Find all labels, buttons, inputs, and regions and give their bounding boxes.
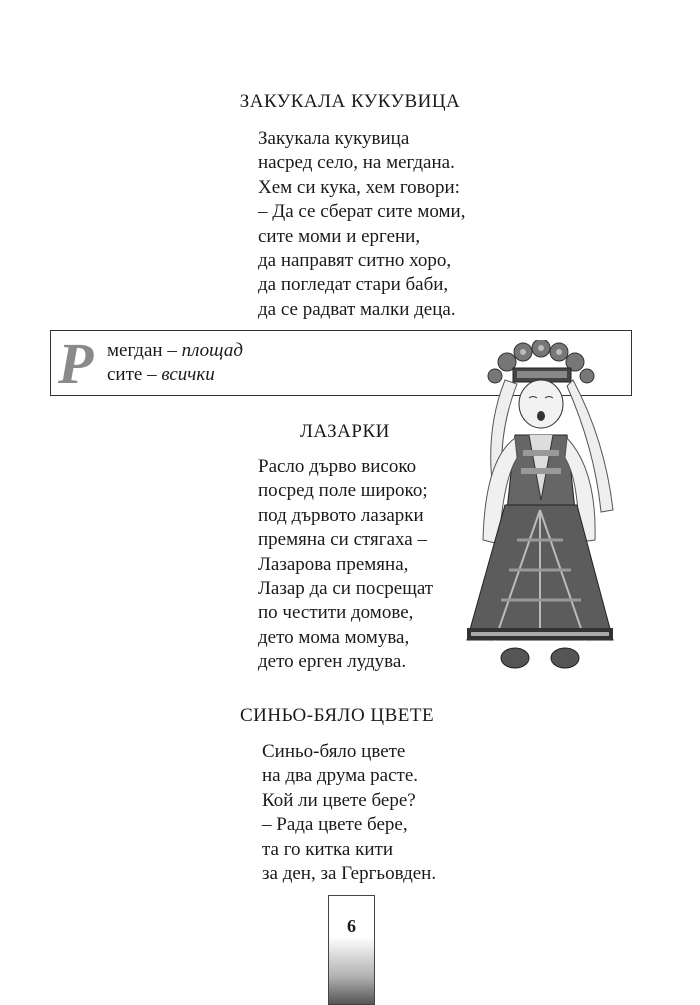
poem-lazarki — [258, 455, 433, 675]
glossary-dash: – — [162, 340, 182, 361]
poem-line: под дървото лазарки — [258, 504, 424, 526]
poem-line: да погледат стари баби, — [258, 274, 449, 296]
poem-line: посред поле широко; — [258, 480, 428, 502]
poem-line: сите моми и ергени, — [258, 225, 421, 247]
poem-line: насред село, на мегдана. — [258, 152, 455, 174]
poem-line: премяна си стягаха – — [258, 529, 427, 551]
poem-line: по честити домове, — [258, 602, 414, 624]
poem-line: – Да се сберат сите моми, — [258, 201, 466, 223]
poem-line: дето мома момува, — [258, 626, 410, 648]
glossary-meaning: всички — [161, 364, 215, 385]
poem-line: на два друма расте. — [262, 765, 419, 787]
poem-line: Лазар да си посрещат — [258, 578, 434, 600]
page-number-tab — [328, 895, 375, 1005]
poem-line: за ден, за Гергьовден. — [262, 863, 437, 885]
poem-line: Закукала кукувица — [258, 128, 410, 149]
glossary-word: мегдан — [107, 340, 163, 361]
poem-line: да направят ситно хоро, — [258, 250, 452, 272]
poem-title-sinyo-byalo: СИНЬО-БЯЛО ЦВЕТЕ — [240, 705, 435, 726]
poem-zakukala — [258, 127, 465, 322]
glossary-entry — [107, 363, 243, 387]
poem-line: Хем си кука, хем говори: — [258, 176, 460, 198]
poem-line: та го китка кити — [262, 838, 393, 860]
poem-title-lazarki: ЛАЗАРКИ — [300, 421, 390, 442]
poem-line: Синьо-бяло цвете — [262, 741, 406, 762]
poem-sinyo-byalo — [262, 740, 436, 886]
poem-line: Лазарова премяна, — [258, 553, 409, 575]
poem-line: да се радват малки деца. — [258, 298, 456, 320]
poem-line: дето ерген лудува. — [258, 651, 407, 673]
glossary-entry — [107, 339, 243, 363]
poem-line: Кой ли цвете бере? — [262, 789, 416, 811]
poem-title-zakukala: ЗАКУКАЛА КУКУВИЦА — [239, 91, 461, 112]
glossary-dash: – — [142, 364, 162, 385]
glossary-word: сите — [107, 364, 143, 385]
poem-line: – Рада цвете бере, — [262, 814, 408, 836]
glossary-entries — [107, 339, 243, 387]
folk-costume-girl-illustration — [445, 340, 625, 685]
glossary-letter-icon: Р — [58, 331, 94, 396]
poem-line: Расло дърво високо — [258, 456, 417, 477]
page-number: 6 — [347, 916, 356, 936]
glossary-meaning: площад — [181, 340, 244, 361]
